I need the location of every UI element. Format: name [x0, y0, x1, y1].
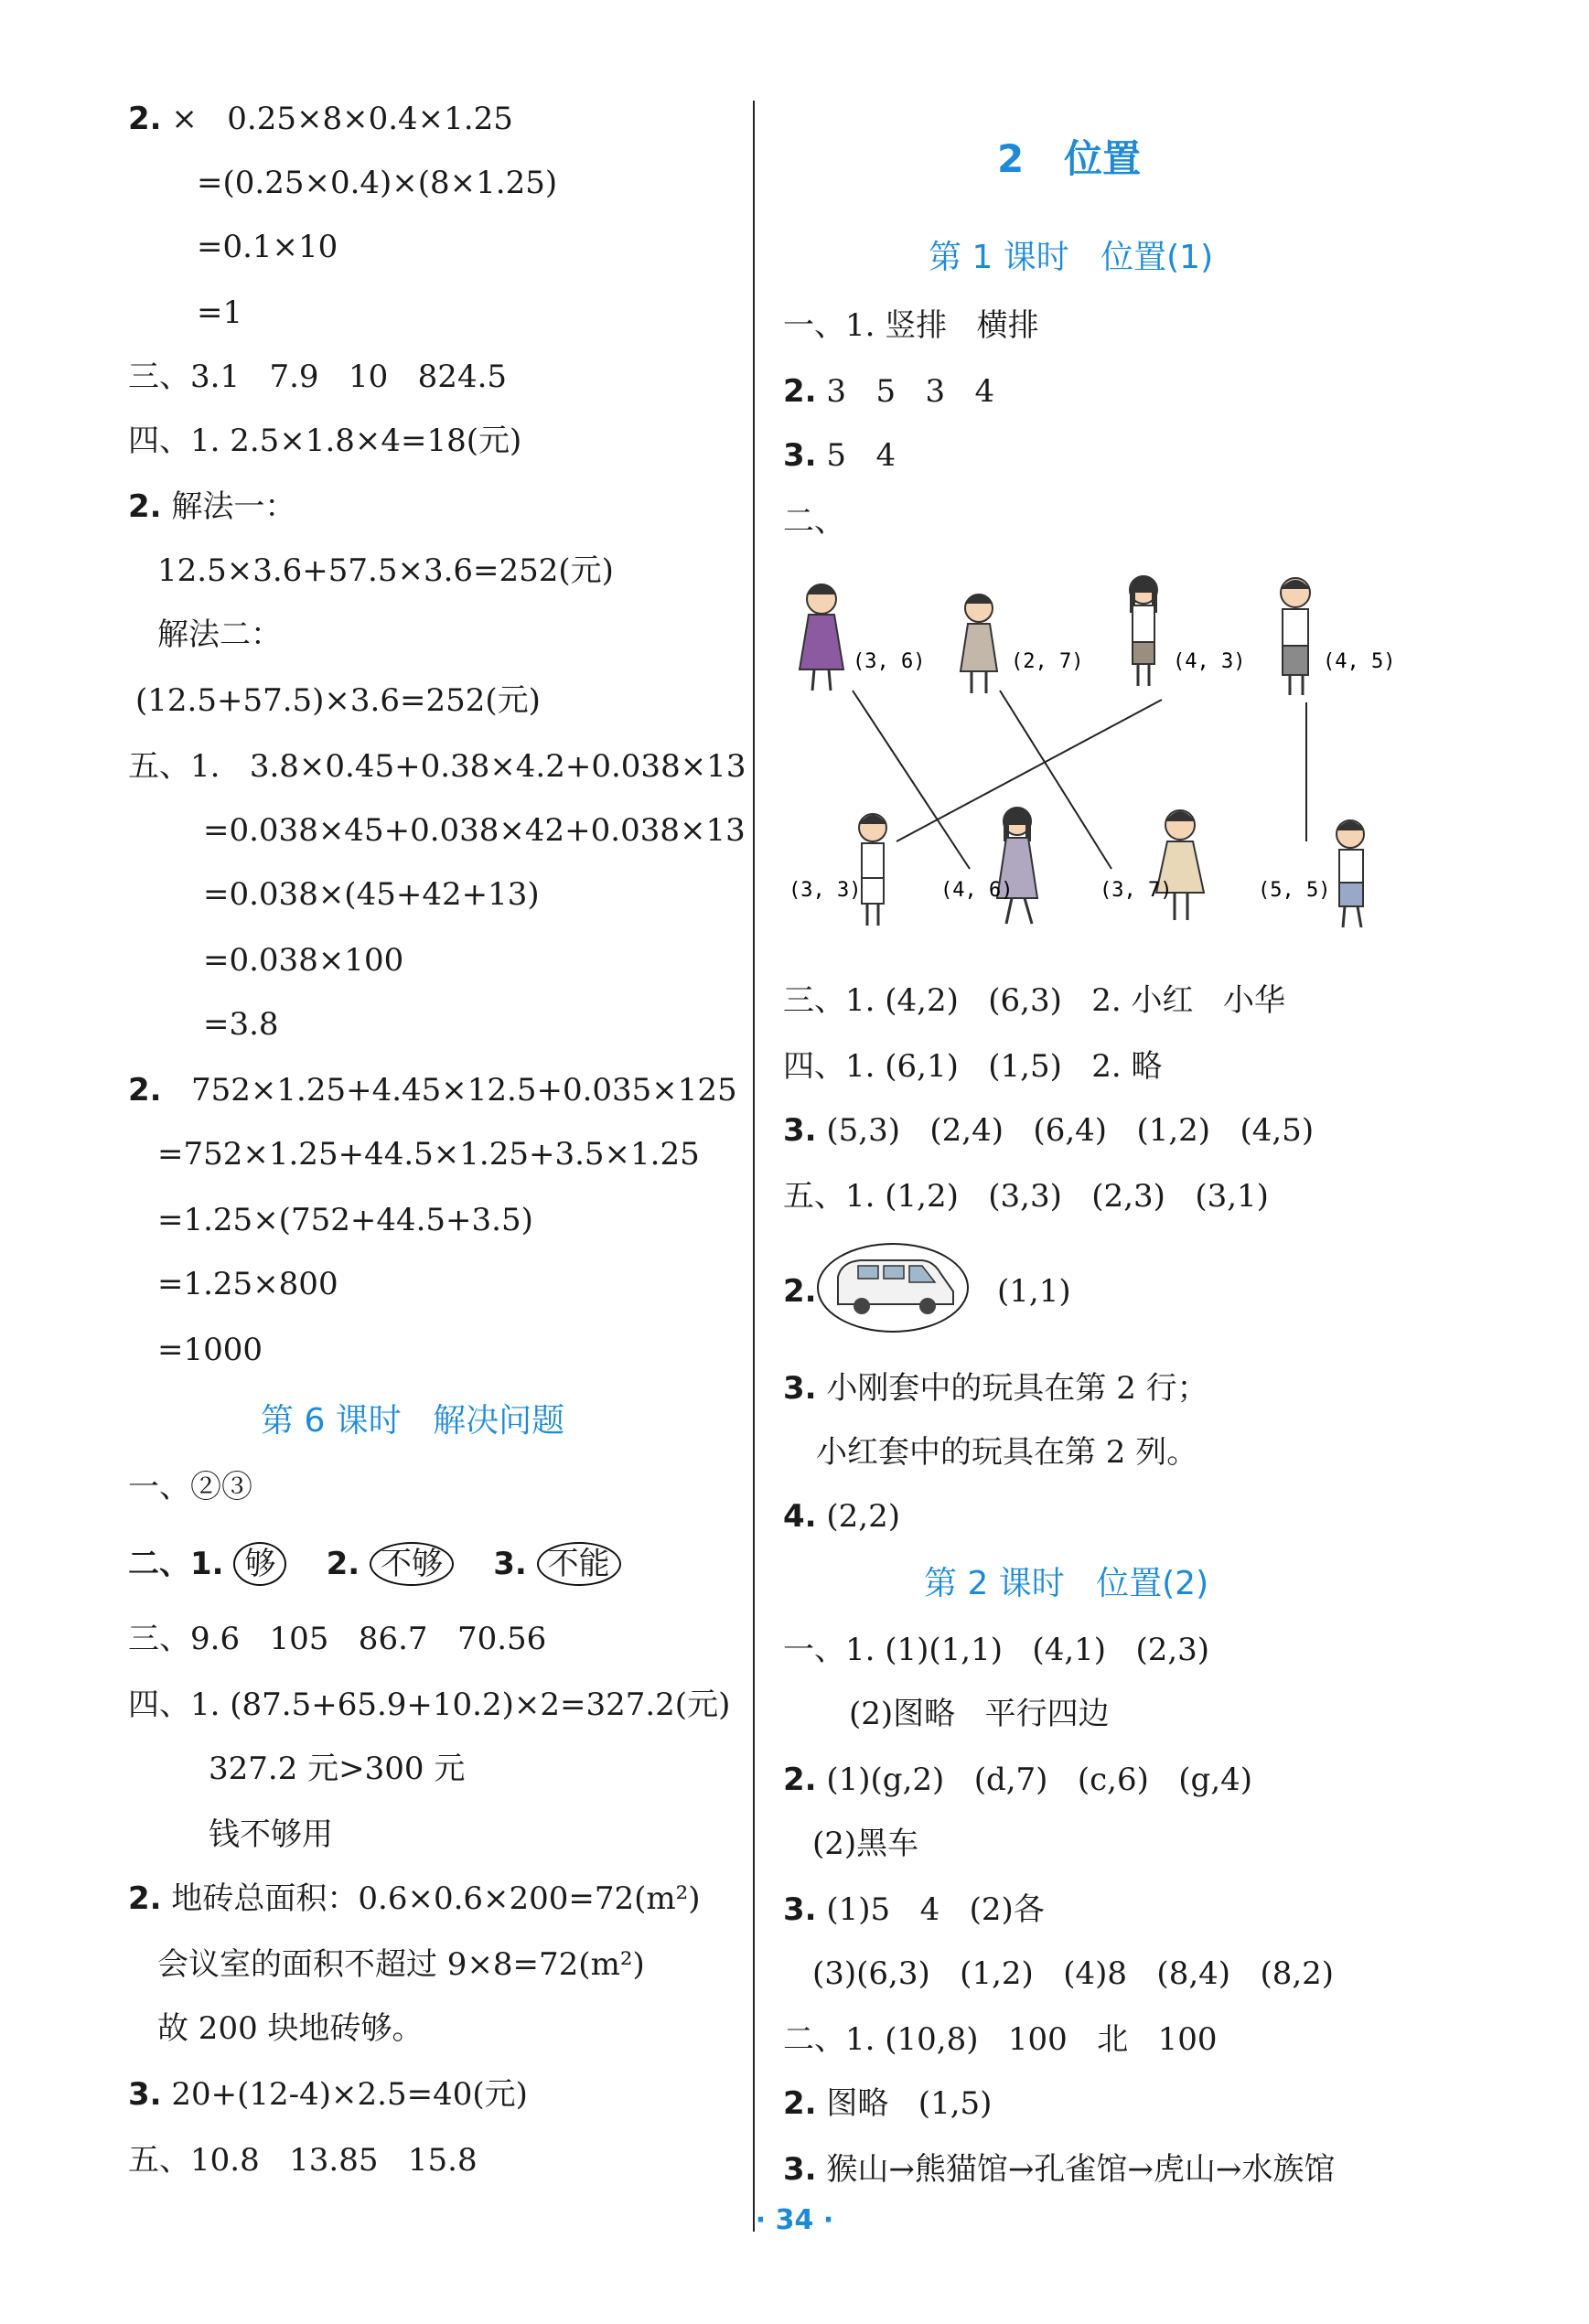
line: (1,1) — [997, 1273, 1071, 1310]
line: 会议室的面积不超过 9×8=72(m²) — [157, 1946, 645, 1983]
line: 12.5×3.6+57.5×3.6=252(元) — [157, 552, 614, 589]
line: 二、1. (10,8) 100 北 100 — [783, 2021, 1218, 2058]
line: 二、1. 够 2. 不够 3. 不能 — [128, 1542, 621, 1586]
line: 2. (1)(g,2) (d,7) (c,6) (g,4) — [783, 1762, 1253, 1798]
line: =752×1.25+44.5×1.25+3.5×1.25 — [157, 1136, 700, 1173]
line: 三、1. (4,2) (6,3) 2. 小红 小华 — [783, 982, 1285, 1019]
line: 2. 图略 (1,5) — [783, 2085, 993, 2122]
line: 2. 解法一： — [128, 488, 296, 525]
coordinate-label: (5, 5) — [1258, 879, 1331, 902]
coordinate-label: (2, 7) — [1011, 650, 1084, 673]
line: 3. 猴山→熊猫馆→孔雀馆→虎山→水族馆 — [783, 2151, 1336, 2188]
line: 2. 752×1.25+4.45×12.5+0.035×125 — [128, 1072, 737, 1108]
child-figure — [997, 808, 1037, 924]
coordinate-label: (3, 6) — [853, 650, 926, 673]
line: =1.25×800 — [157, 1266, 338, 1302]
line: 一、1. 竖排 横排 — [783, 307, 1039, 344]
section-heading: 第 1 课时 位置(1) — [929, 239, 1214, 276]
van-figure — [814, 1240, 972, 1335]
child-figure — [859, 814, 886, 926]
line: 3. 5 4 — [783, 437, 896, 474]
line: =1000 — [157, 1332, 263, 1368]
line: 3. 小刚套中的玩具在第 2 行； — [783, 1370, 1208, 1407]
line: 三、3.1 7.9 10 824.5 — [128, 359, 508, 395]
section-heading: 第 2 课时 位置(2) — [924, 1565, 1209, 1602]
coordinate-label: (4, 6) — [940, 879, 1014, 902]
line: 五、1. 3.8×0.45+0.38×4.2+0.038×13 — [128, 748, 746, 785]
line: 一、1. (1)(1,1) (4,1) (2,3) — [783, 1632, 1210, 1668]
line: (3)(6,3) (1,2) (4)8 (8,4) (8,2) — [812, 1955, 1335, 1992]
child-figure — [800, 584, 843, 691]
line: =1 — [197, 295, 243, 331]
coordinate-label: (4, 3) — [1173, 650, 1246, 673]
line: (12.5+57.5)×3.6=252(元) — [135, 682, 541, 719]
child-figure — [1281, 578, 1310, 695]
line: =0.1×10 — [197, 229, 338, 265]
line: 二、 — [783, 503, 845, 540]
line: (2)黑车 — [812, 1826, 919, 1862]
line: =0.038×100 — [203, 942, 404, 979]
line: 2. 地砖总面积：0.6×0.6×200=72(m²) — [128, 1880, 701, 1917]
circled-answer: 不能 — [537, 1542, 621, 1586]
line: 3. (1)5 4 (2)各 — [783, 1891, 1045, 1928]
child-figure — [1130, 575, 1157, 686]
circled-answer: 够 — [233, 1542, 286, 1586]
line: 3. (5,3) (2,4) (6,4) (1,2) (4,5) — [783, 1112, 1315, 1149]
coordinate-label: (4, 5) — [1323, 650, 1396, 673]
coordinate-label: (3, 7) — [1100, 879, 1173, 902]
line: 五、10.8 13.85 15.8 — [128, 2142, 478, 2179]
page-number: · 34 · — [755, 2204, 834, 2236]
line: 四、1. 2.5×1.8×4=18(元) — [128, 423, 522, 459]
child-figure — [1156, 810, 1204, 920]
chapter-title: 2 位置 — [997, 136, 1142, 181]
line: =1.25×(752+44.5+3.5) — [157, 1202, 533, 1238]
line: 四、1. (6,1) (1,5) 2. 略 — [783, 1048, 1163, 1085]
line: 327.2 元>300 元 — [209, 1751, 466, 1787]
column-divider — [753, 101, 755, 2232]
line: 钱不够用 — [209, 1816, 333, 1853]
matching-figure — [778, 567, 1436, 951]
line: =3.8 — [203, 1006, 279, 1043]
line: 2. — [783, 1273, 817, 1310]
line: =(0.25×0.4)×(8×1.25) — [197, 165, 558, 201]
line: 五、1. (1,2) (3,3) (2,3) (3,1) — [783, 1178, 1269, 1215]
line: 四、1. (87.5+65.9+10.2)×2=327.2(元) — [128, 1687, 731, 1723]
coordinate-label: (3, 3) — [789, 879, 862, 902]
line: 2. 3 5 3 4 — [783, 373, 995, 410]
section-heading: 第 6 课时 解决问题 — [261, 1402, 565, 1440]
line: 3. 20+(12-4)×2.5=40(元) — [128, 2076, 528, 2113]
line: =0.038×(45+42+13) — [203, 876, 540, 913]
line: 一、②③ — [128, 1469, 252, 1505]
line: 4. (2,2) — [783, 1498, 900, 1535]
line: 三、9.6 105 86.7 70.56 — [128, 1621, 547, 1657]
line: (2)图略 平行四边 — [849, 1696, 1110, 1732]
line: 解法二： — [157, 616, 282, 653]
line: =0.038×45+0.038×42+0.038×13 — [203, 812, 746, 849]
line: 故 200 块地砖够。 — [157, 2010, 424, 2047]
child-figure — [961, 594, 997, 693]
circled-answer: 不够 — [370, 1542, 454, 1586]
line: 2. × 0.25×8×0.4×1.25 — [128, 101, 513, 137]
child-figure — [1337, 820, 1364, 927]
line: 小红套中的玩具在第 2 列。 — [816, 1434, 1198, 1471]
